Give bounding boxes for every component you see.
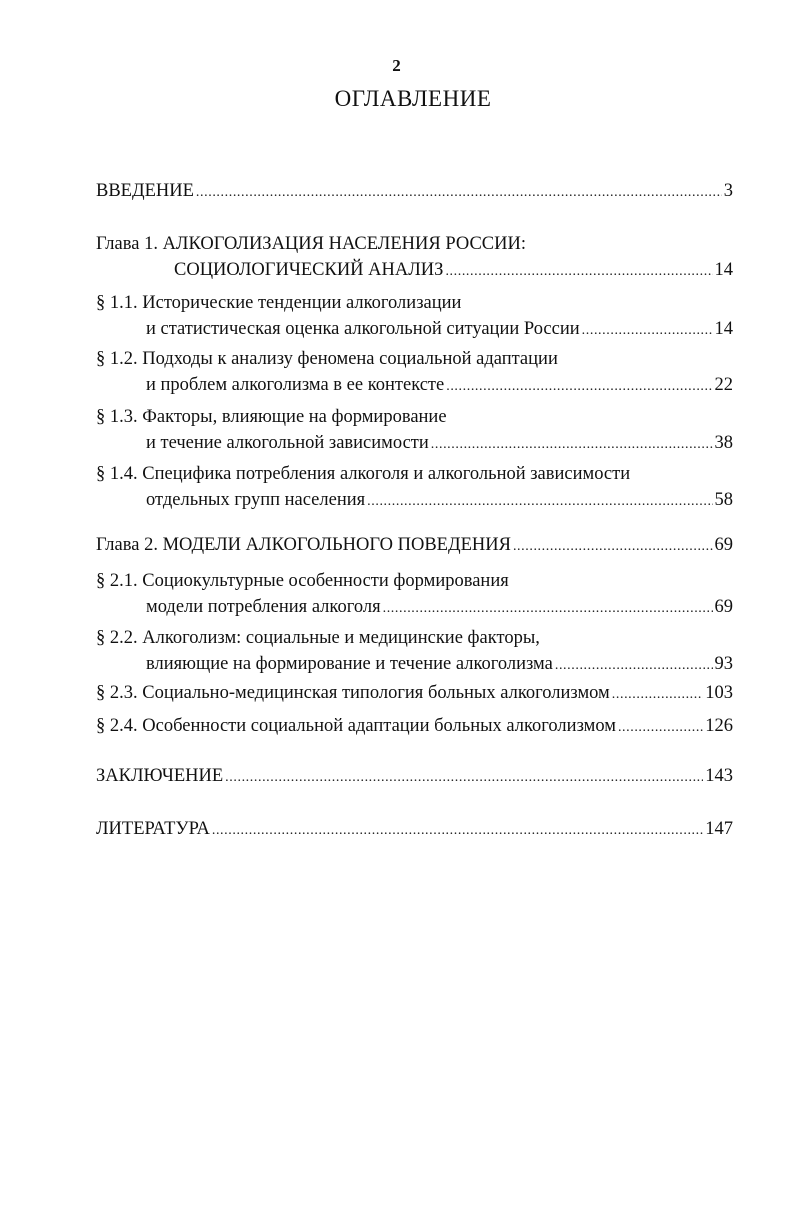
dot-leader xyxy=(367,489,712,515)
toc-page-number: 103 xyxy=(705,683,733,703)
toc-entry-title-line: влияющие на формирование и течение алкоголизма xyxy=(146,654,553,674)
dot-leader xyxy=(513,534,713,560)
toc-entry-title-line: ЗАКЛЮЧЕНИЕ xyxy=(96,766,224,786)
toc-page-number: 58 xyxy=(714,490,733,510)
dot-leader xyxy=(212,818,703,844)
toc-page-number: 14 xyxy=(714,319,733,339)
toc-page-number: 38 xyxy=(714,433,733,453)
toc-entry-title-line: СОЦИОЛОГИЧЕСКИЙ АНАЛИЗ xyxy=(174,260,444,280)
toc-entry-title-line: § 1.4. Специфика потребления алкоголя и алкогольной зависимости xyxy=(96,464,631,484)
toc-entry-title-line: § 1.1. Исторические тенденции алкоголизации xyxy=(96,293,462,313)
toc-entry-title-line: § 2.1. Социокультурные особенности формирования xyxy=(96,571,509,591)
toc-entry-title-line: Глава 1. АЛКОГОЛИЗАЦИЯ НАСЕЛЕНИЯ РОССИИ: xyxy=(96,234,526,254)
toc-entry-title-line: § 1.3. Факторы, влияющие на формирование xyxy=(96,407,447,427)
toc-entry-title-line: § 2.4. Особенности социальной адаптации больных алкоголизмом xyxy=(96,716,616,736)
dot-leader xyxy=(225,765,703,791)
toc-entry-title-line: § 2.2. Алкоголизм: социальные и медицинские факторы, xyxy=(96,628,540,648)
page-number: 2 xyxy=(392,56,401,75)
toc-page-number: 69 xyxy=(714,597,733,617)
toc-entry-title-line: Глава 2. МОДЕЛИ АЛКОГОЛЬНОГО ПОВЕДЕНИЯ xyxy=(96,535,511,555)
toc-page-number: 3 xyxy=(723,181,733,201)
toc-page-number: 147 xyxy=(705,819,733,839)
toc-page-number: 126 xyxy=(705,716,733,736)
toc-entry-title-line: § 2.3. Социально-медицинская типология больных алкоголизмом xyxy=(96,683,610,703)
dot-leader xyxy=(196,180,722,206)
toc-entry-title-line: модели потребления алкоголя xyxy=(146,597,381,617)
dot-leader xyxy=(618,715,703,741)
toc-entry-title-line: и проблем алкоголизма в ее контексте xyxy=(146,375,445,395)
dot-leader xyxy=(555,653,713,679)
toc-entry-title-line: и статистическая оценка алкогольной ситуации России xyxy=(146,319,580,339)
toc-page-number: 69 xyxy=(714,535,733,555)
dot-leader xyxy=(431,432,713,458)
toc-page-number: 143 xyxy=(705,766,733,786)
toc-entry-title-line: отдельных групп населения xyxy=(146,490,366,510)
dot-leader xyxy=(582,318,713,344)
dot-leader xyxy=(446,374,712,400)
toc-page-number: 93 xyxy=(714,654,733,674)
dot-leader xyxy=(445,259,712,285)
toc-entry-title-line: ЛИТЕРАТУРА xyxy=(96,819,210,839)
dot-leader xyxy=(612,682,703,708)
toc-page-number: 22 xyxy=(714,375,733,395)
toc-entry-title-line: и течение алкогольной зависимости xyxy=(146,433,429,453)
toc-page-number: 14 xyxy=(714,260,733,280)
toc-entry-title-line: § 1.2. Подходы к анализу феномена социальной адаптации xyxy=(96,349,558,369)
dot-leader xyxy=(383,596,713,622)
toc-entry-title-line: ВВЕДЕНИЕ xyxy=(96,181,194,201)
page-title: ОГЛАВЛЕНИЕ xyxy=(334,86,492,111)
